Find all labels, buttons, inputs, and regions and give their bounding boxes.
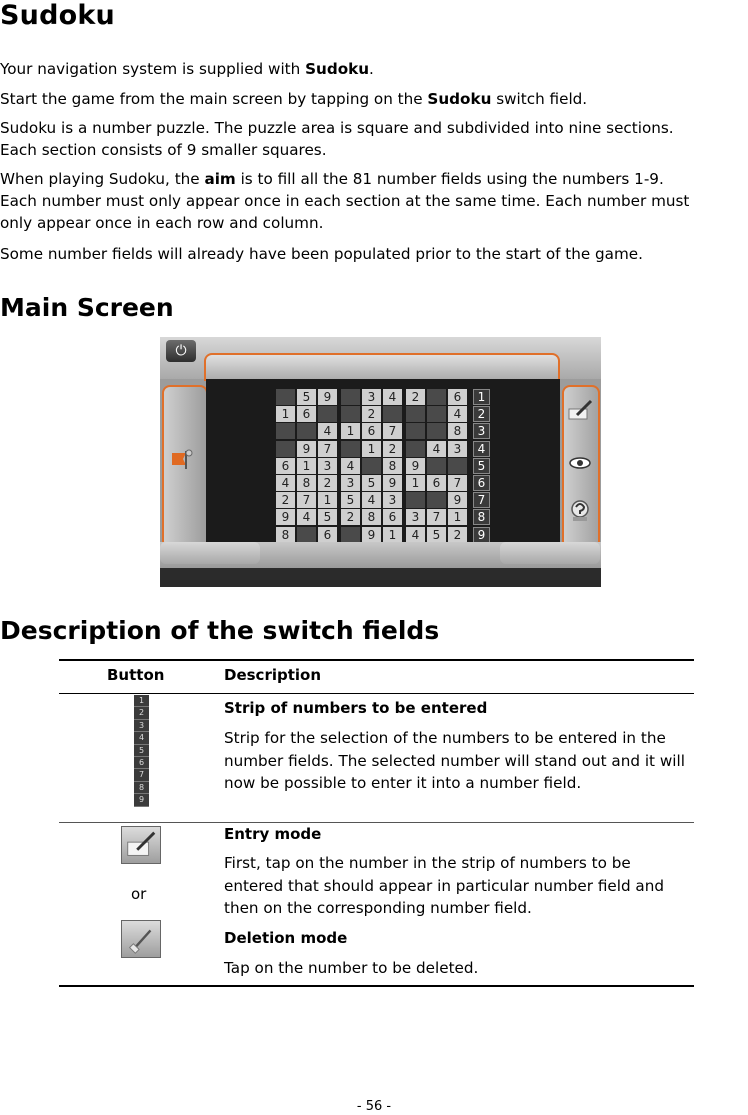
or-label: or (131, 885, 147, 903)
grid-cell[interactable] (427, 389, 446, 405)
grid-cell[interactable]: 5 (341, 492, 360, 508)
grid-cell[interactable] (448, 458, 467, 474)
grid-cell[interactable]: 9 (383, 475, 402, 491)
grid-cell[interactable]: 2 (276, 492, 295, 508)
grid-cell[interactable]: 7 (297, 492, 316, 508)
grid-cell[interactable]: 8 (297, 475, 316, 491)
grid-cell[interactable] (406, 441, 425, 457)
grid-cell[interactable]: 6 (297, 406, 316, 422)
grid-cell[interactable]: 3 (383, 492, 402, 508)
grid-cell[interactable]: 1 (318, 492, 337, 508)
grid-cell[interactable]: 5 (362, 475, 381, 491)
switch-fields-heading: Description of the switch fields (0, 616, 440, 645)
strip-number-button[interactable]: 9 (473, 527, 490, 543)
grid-cell[interactable] (406, 406, 425, 422)
grid-cell[interactable] (297, 527, 316, 543)
page-number: - 56 - (356, 1099, 392, 1114)
grid-cell[interactable]: 6 (318, 527, 337, 543)
row3-description: Tap on the number to be deleted. (224, 959, 479, 977)
grid-cell[interactable] (427, 458, 446, 474)
strip-number-button[interactable]: 5 (473, 458, 490, 474)
grid-cell[interactable] (427, 423, 446, 439)
grid-cell[interactable]: 1 (297, 458, 316, 474)
grid-cell[interactable]: 2 (406, 389, 425, 405)
strip-number: 7 (134, 769, 149, 781)
grid-cell[interactable]: 4 (276, 475, 295, 491)
row1-rule (59, 822, 694, 823)
grid-cell[interactable]: 2 (383, 441, 402, 457)
header-rule (59, 693, 694, 694)
strip-number: 4 (134, 732, 149, 744)
grid-cell[interactable]: 7 (383, 423, 402, 439)
table-bottom-rule (59, 985, 694, 987)
grid-cell[interactable]: 7 (318, 441, 337, 457)
strip-number-button[interactable]: 3 (473, 423, 490, 439)
grid-cell[interactable]: 8 (362, 509, 381, 525)
grid-cell[interactable] (341, 441, 360, 457)
grid-cell[interactable] (318, 406, 337, 422)
row3-title: Deletion mode (224, 929, 348, 947)
strip-number: 5 (134, 745, 149, 757)
strip-number-button[interactable]: 2 (473, 406, 490, 422)
row1-title: Strip of numbers to be entered (224, 699, 488, 717)
row1-description: Strip for the selection of the numbers to be entered in the number fields. The selected number will stand out and it will now be possible to enter it into a number field. (224, 729, 685, 792)
intro-paragraph: Your navigation system is supplied with Sudoku. (0, 60, 374, 78)
grid-cell[interactable]: 6 (276, 458, 295, 474)
grid-cell[interactable]: 1 (448, 509, 467, 525)
grid-cell[interactable] (427, 406, 446, 422)
start-paragraph: Start the game from the main screen by tapping on the Sudoku switch field. (0, 90, 588, 108)
grid-cell[interactable]: 5 (297, 389, 316, 405)
strip-number: 6 (134, 757, 149, 769)
grid-cell[interactable]: 9 (448, 492, 467, 508)
grid-cell[interactable]: 4 (318, 423, 337, 439)
column-header-button: Button (107, 666, 165, 684)
sudoku-screenshot (160, 337, 601, 587)
grid-cell[interactable]: 9 (406, 458, 425, 474)
grid-cell[interactable] (341, 389, 360, 405)
strip-number-button[interactable]: 8 (473, 509, 490, 525)
grid-cell[interactable]: 4 (383, 389, 402, 405)
grid-cell[interactable]: 3 (318, 458, 337, 474)
strip-number: 1 (134, 695, 149, 707)
page-title: Sudoku (0, 0, 115, 31)
grid-cell[interactable] (362, 458, 381, 474)
grid-cell[interactable]: 9 (362, 527, 381, 543)
grid-cell[interactable]: 7 (427, 509, 446, 525)
strip-number-button[interactable]: 1 (473, 389, 490, 405)
row2-description: First, tap on the number in the strip of numbers to be entered that should appear in particular number field and then on the corresponding number field. (224, 854, 664, 917)
grid-cell[interactable] (297, 423, 316, 439)
deletion-mode-broom-icon (121, 920, 161, 958)
grid-cell[interactable] (276, 389, 295, 405)
grid-cell[interactable] (406, 423, 425, 439)
grid-cell[interactable]: 7 (448, 475, 467, 491)
strip-number: 8 (134, 782, 149, 794)
strip-number-button[interactable]: 6 (473, 475, 490, 491)
number-strip-icon (134, 695, 149, 807)
grid-cell[interactable]: 4 (297, 509, 316, 525)
entry-mode-pen-icon (121, 826, 161, 864)
grid-cell[interactable]: 3 (341, 475, 360, 491)
grid-cell[interactable]: 6 (427, 475, 446, 491)
grid-cell[interactable]: 4 (427, 441, 446, 457)
strip-number-button[interactable]: 7 (473, 492, 490, 508)
eye-icon[interactable] (565, 449, 595, 477)
grid-cell[interactable]: 1 (341, 423, 360, 439)
grid-cell[interactable] (427, 492, 446, 508)
grid-cell[interactable]: 9 (297, 441, 316, 457)
grid-cell[interactable]: 4 (448, 406, 467, 422)
grid-cell[interactable] (276, 423, 295, 439)
grid-cell[interactable] (341, 406, 360, 422)
grid-cell[interactable]: 2 (318, 475, 337, 491)
grid-cell[interactable]: 1 (406, 475, 425, 491)
strip-number-button[interactable]: 4 (473, 441, 490, 457)
grid-cell[interactable]: 1 (362, 441, 381, 457)
grid-cell[interactable]: 5 (427, 527, 446, 543)
main-screen-heading: Main Screen (0, 293, 174, 322)
grid-cell[interactable]: 6 (362, 423, 381, 439)
screen-title-bar (204, 353, 560, 381)
table-top-rule (59, 659, 694, 661)
grid-cell[interactable]: 8 (276, 527, 295, 543)
grid-cell[interactable]: 2 (448, 527, 467, 543)
grid-cell[interactable]: 8 (383, 458, 402, 474)
grid-cell[interactable] (276, 441, 295, 457)
entry-mode-pen-icon[interactable] (565, 397, 595, 425)
grid-cell[interactable] (383, 406, 402, 422)
strip-number: 3 (134, 720, 149, 732)
grid-cell[interactable]: 4 (341, 458, 360, 474)
grid-cell[interactable] (406, 492, 425, 508)
grid-cell[interactable]: 4 (406, 527, 425, 543)
strip-number: 2 (134, 707, 149, 719)
grid-cell[interactable] (341, 527, 360, 543)
grid-cell[interactable]: 3 (362, 389, 381, 405)
grid-cell[interactable]: 9 (318, 389, 337, 405)
grid-cell[interactable]: 3 (448, 441, 467, 457)
screen-footer-bar (160, 568, 601, 587)
bottom-left-button[interactable] (160, 542, 260, 564)
power-icon[interactable]: ⏻ (166, 340, 196, 362)
grid-cell[interactable]: 4 (362, 492, 381, 508)
row2-title: Entry mode (224, 825, 322, 843)
grid-cell[interactable]: 6 (448, 389, 467, 405)
sudoku-flag-icon[interactable] (170, 449, 194, 471)
grid-cell[interactable]: 6 (383, 509, 402, 525)
grid-cell[interactable]: 5 (318, 509, 337, 525)
puzzle-description: Sudoku is a number puzzle. The puzzle area is square and subdivided into nine sections. Each section consists of 9 smaller squares. (0, 119, 674, 159)
grid-cell[interactable]: 1 (383, 527, 402, 543)
grid-cell[interactable]: 9 (276, 509, 295, 525)
grid-cell[interactable]: 1 (276, 406, 295, 422)
grid-cell[interactable]: 8 (448, 423, 467, 439)
bottom-right-button[interactable] (500, 542, 600, 564)
grid-cell[interactable]: 2 (341, 509, 360, 525)
grid-cell[interactable]: 3 (406, 509, 425, 525)
column-header-description: Description (224, 666, 322, 684)
strip-number: 9 (134, 794, 149, 806)
aim-paragraph: When playing Sudoku, the aim is to fill all the 81 number fields using the numbers 1-9. Each number must only appear once in each section at the same time. Each number must only appear once in each row and column. (0, 170, 690, 232)
prepopulated-paragraph: Some number fields will already have been populated prior to the start of the game. (0, 245, 643, 263)
help-icon[interactable] (565, 497, 595, 525)
grid-cell[interactable]: 2 (362, 406, 381, 422)
